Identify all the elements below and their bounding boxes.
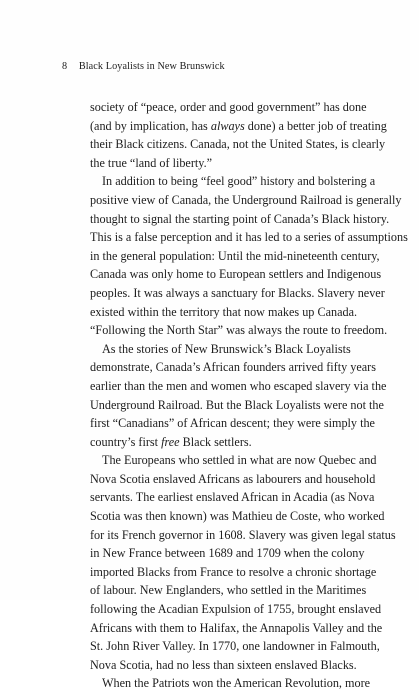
text-line: servants. The earliest enslaved African in Acadia (as Nova [90,490,375,505]
text-line: The Europeans who settled in what are now Quebec and [102,453,377,468]
text-line: Underground Railroad. But the Black Loyalists were not the [90,397,384,412]
page-number: 8 [62,61,68,72]
emphasis: free [161,434,180,449]
text-line: As the stories of New Brunswick’s Black Loyalists [102,341,351,356]
text-line: society of “peace, order and good government” has done [90,100,367,114]
text-line: country’s first free Black settlers. [90,434,252,449]
text-line: following the Acadian Expulsion of 1755, brought enslaved [90,602,382,617]
text-line: in the general population: Until the mid-nineteenth century, [90,248,380,263]
running-head [62,61,225,72]
text-line: This is a false perception and it has led to a series of assumptions [90,230,408,245]
text-line: positive view of Canada, the Underground Railroad is generally [90,192,402,207]
text-line: Nova Scotia enslaved Africans as labourers and household [90,471,376,486]
text-line: Canada was only home to European settlers and Indigenous [90,267,382,282]
text-line: Scotia was then known) was Mathieu de Coste, who worked [90,509,385,524]
text-line: “Following the North Star” was always the route to freedom. [90,323,388,338]
text-line: When the Patriots won the American Revolution, more [102,676,371,691]
text-line: thought to signal the starting point of Canada’s Black history. [90,211,390,226]
text-line: first “Canadians” of African descent; they were simply the [90,416,375,431]
text-line: earlier than the men and women who escaped slavery via the [90,378,387,393]
text-line: Nova Scotia, had no less than sixteen enslaved Blacks. [90,657,357,672]
text-line: their Black citizens. Canada, not the United States, is clearly [90,137,386,152]
text-line: demonstrate, Canada’s African founders arrived fifty years [90,360,376,375]
text-line: in New France between 1689 and 1709 when the colony [90,546,365,561]
text-line: St. John River Valley. In 1770, one landowner in Falmouth, [90,639,380,654]
text-line: (and by implication, has always done) a better job of treating [90,118,387,133]
text-line: Africans with them to Halifax, the Annapolis Valley and the [90,620,383,635]
emphasis: always [210,118,245,133]
text-line: for its French governor in 1608. Slavery was given legal status [90,527,396,542]
body-text [90,98,408,693]
running-title: Black Loyalists in New Brunswick [78,61,225,72]
text-line: peoples. It was always a sanctuary for Blacks. Slavery never [90,285,385,300]
text-line: of labour. New Englanders, who settled in the Maritimes [90,583,367,598]
text-line: existed within the territory that now makes up Canada. [90,304,358,319]
text-line: the true “land of liberty.” [90,155,213,170]
text-line: imported Blacks from France to resolve a chronic shortage [90,564,377,579]
text-line: In addition to being “feel good” history and bolstering a [102,174,376,189]
